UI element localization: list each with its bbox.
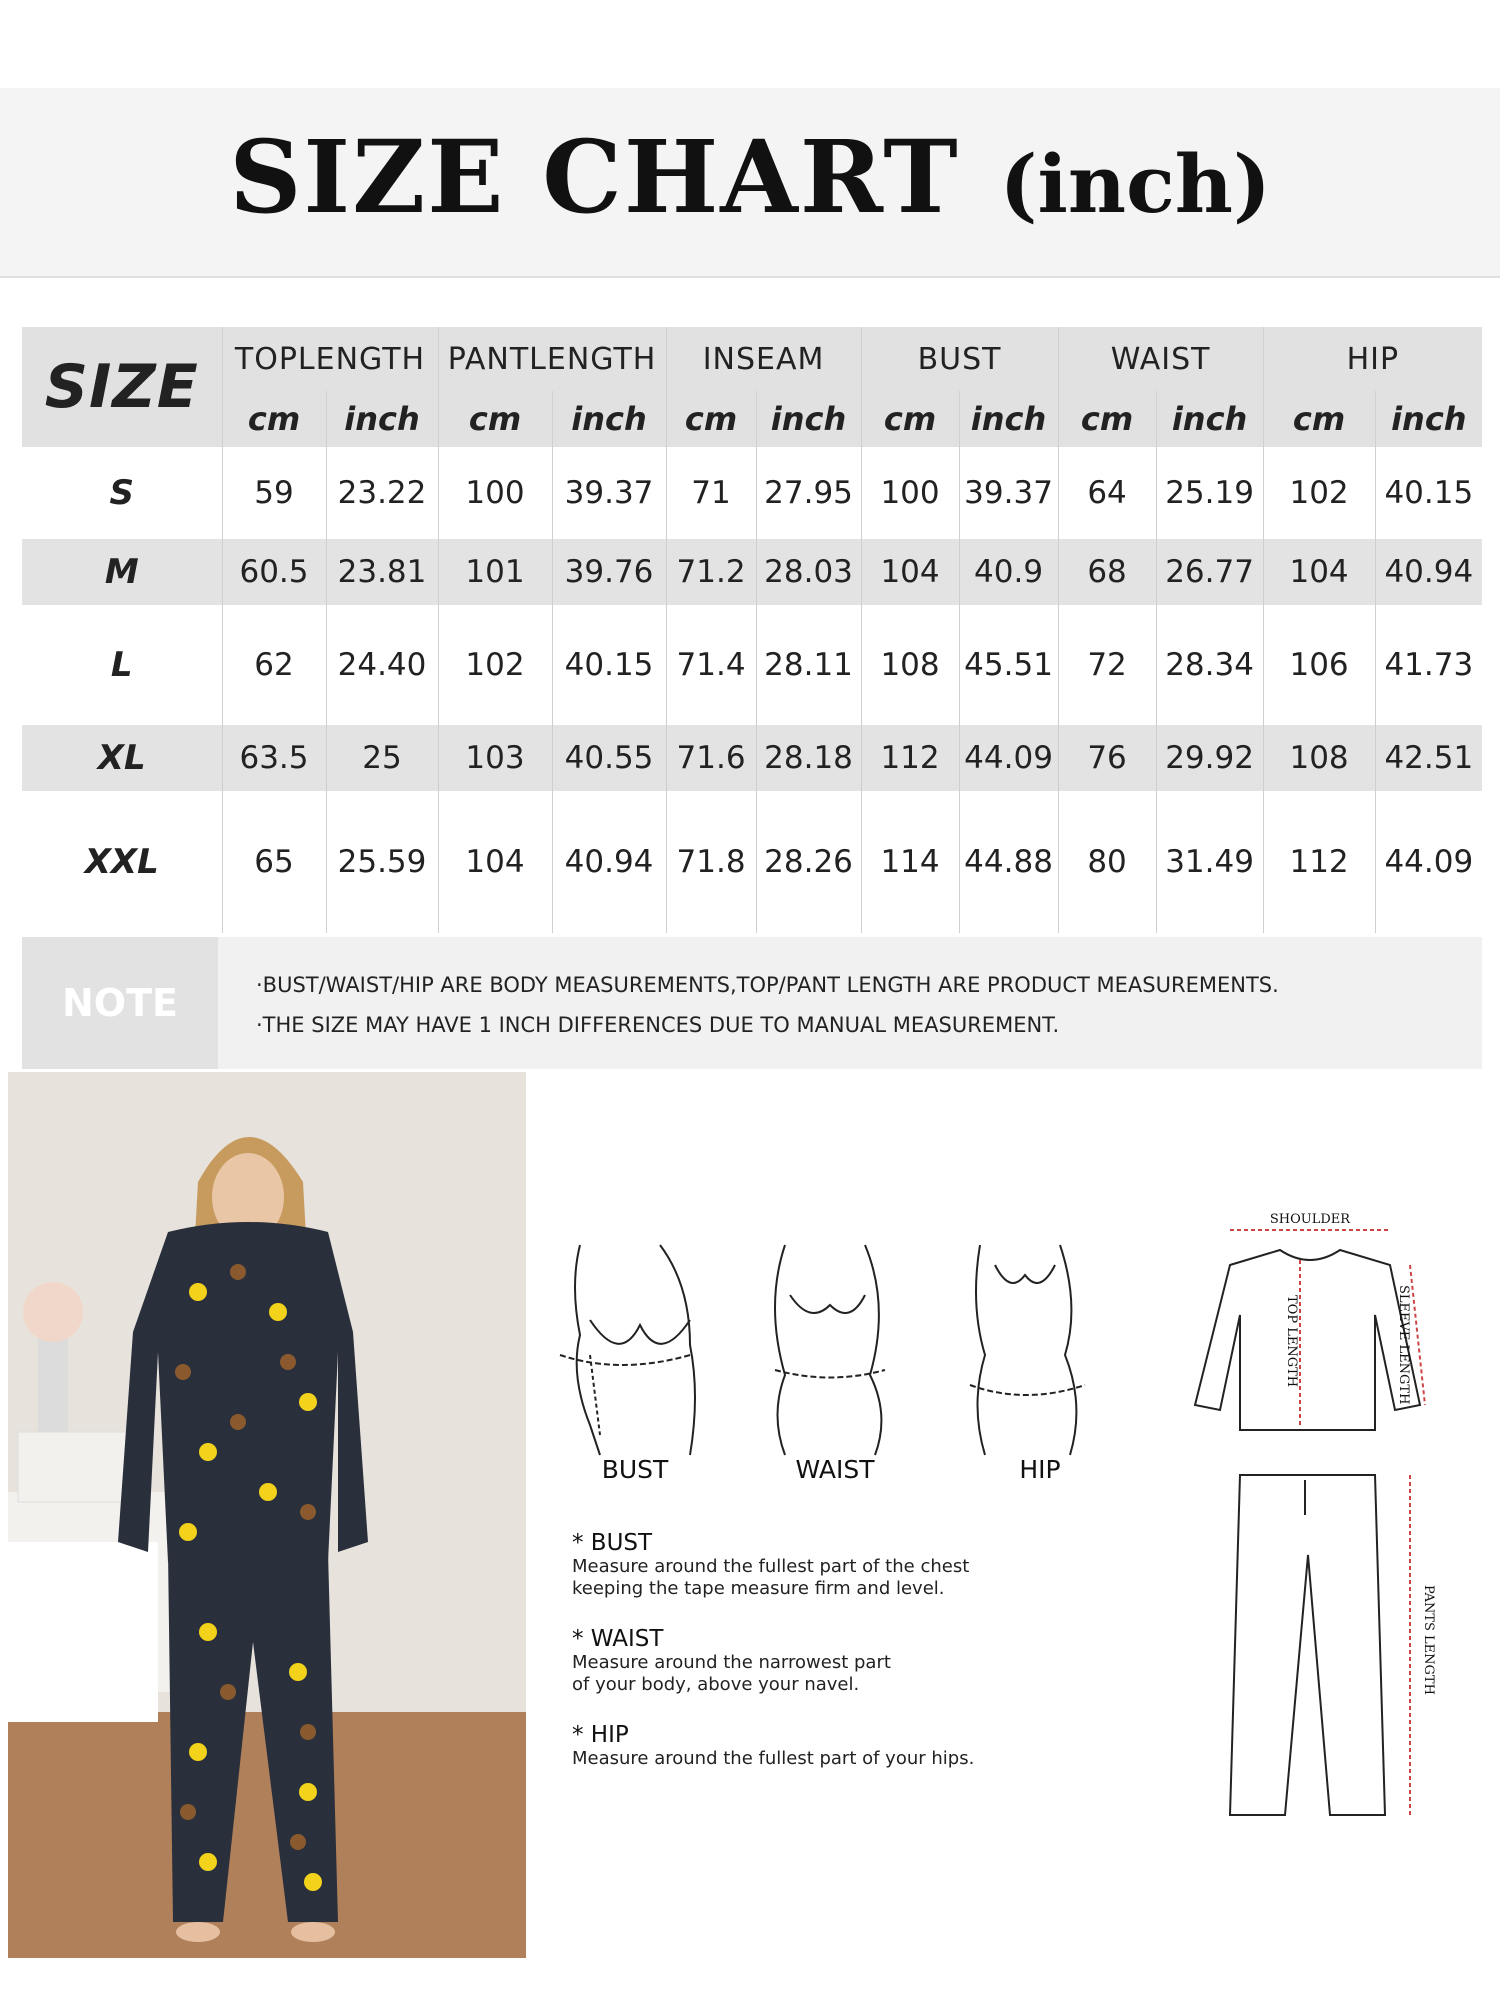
- table-row: [22, 447, 1482, 539]
- unit-cm: cm: [666, 391, 756, 447]
- measure-bust-line1: Measure around the fullest part of the chest: [572, 1556, 970, 1577]
- note-box: [22, 937, 1482, 1069]
- measure-bust: [572, 1530, 974, 1600]
- measurement-guide: [572, 1530, 974, 1796]
- table-cell: 29.92: [1156, 725, 1263, 791]
- table-cell: 62: [222, 605, 326, 725]
- measure-waist-line2: of your body, above your navel.: [572, 1674, 860, 1695]
- table-row: [22, 725, 1482, 791]
- unit-inch: inch: [1156, 391, 1263, 447]
- table-cell: 28.18: [756, 725, 861, 791]
- measure-bust-title: * BUST: [572, 1530, 653, 1556]
- table-cell: 60.5: [222, 539, 326, 605]
- size-table: [22, 327, 1482, 933]
- table-cell: 28.34: [1156, 605, 1263, 725]
- table-cell: 27.95: [756, 447, 861, 539]
- table-cell: 76: [1058, 725, 1156, 791]
- measure-hip-line1: Measure around the fullest part of your hips.: [572, 1748, 975, 1769]
- waist-label: WAIST: [795, 1455, 875, 1484]
- table-cell: 68: [1058, 539, 1156, 605]
- table-cell: 23.81: [326, 539, 438, 605]
- size-label: M: [22, 539, 222, 605]
- table-cell: 64: [1058, 447, 1156, 539]
- table-cell: 102: [438, 605, 552, 725]
- col-group-hip: HIP: [1263, 327, 1482, 391]
- col-group-pantlength: PANTLENGTH: [438, 327, 666, 391]
- note-line-1: ·BUST/WAIST/HIP ARE BODY MEASUREMENTS,TOP/PANT LENGTH ARE PRODUCT MEASUREMENTS.: [256, 973, 1279, 997]
- table-cell: 104: [861, 539, 959, 605]
- table-cell: 42.51: [1375, 725, 1482, 791]
- table-cell: 71.2: [666, 539, 756, 605]
- table-cell: 104: [1263, 539, 1375, 605]
- table-cell: 44.09: [959, 725, 1058, 791]
- hip-label: HIP: [1019, 1455, 1061, 1484]
- table-cell: 59: [222, 447, 326, 539]
- unit-inch: inch: [326, 391, 438, 447]
- size-header: SIZE: [22, 327, 222, 447]
- measure-bust-line2: keeping the tape measure firm and level.: [572, 1578, 945, 1599]
- table-cell: 28.26: [756, 791, 861, 933]
- unit-inch: inch: [552, 391, 666, 447]
- unit-inch: inch: [756, 391, 861, 447]
- table-cell: 71.6: [666, 725, 756, 791]
- col-group-bust: BUST: [861, 327, 1058, 391]
- table-cell: 26.77: [1156, 539, 1263, 605]
- table-cell: 71.4: [666, 605, 756, 725]
- table-cell: 45.51: [959, 605, 1058, 725]
- table-cell: 63.5: [222, 725, 326, 791]
- table-cell: 25.59: [326, 791, 438, 933]
- unit-cm: cm: [1058, 391, 1156, 447]
- measure-waist-line1: Measure around the narrowest part: [572, 1652, 891, 1673]
- table-cell: 100: [438, 447, 552, 539]
- unit-inch: inch: [959, 391, 1058, 447]
- title-unit: (inch): [999, 137, 1271, 231]
- header-row-units: [22, 391, 1482, 447]
- unit-inch: inch: [1375, 391, 1482, 447]
- sleeve-length-label: SLEEVE LENGTH: [1396, 1285, 1411, 1405]
- table-cell: 71.8: [666, 791, 756, 933]
- table-cell: 80: [1058, 791, 1156, 933]
- size-label: XXL: [22, 791, 222, 933]
- table-cell: 114: [861, 791, 959, 933]
- table-cell: 108: [1263, 725, 1375, 791]
- table-cell: 71: [666, 447, 756, 539]
- table-cell: 40.94: [552, 791, 666, 933]
- table-row: [22, 539, 1482, 605]
- table-cell: 41.73: [1375, 605, 1482, 725]
- table-cell: 25.19: [1156, 447, 1263, 539]
- table-cell: 40.9: [959, 539, 1058, 605]
- table-cell: 44.88: [959, 791, 1058, 933]
- pants-length-label: PANTS LENGTH: [1421, 1585, 1436, 1695]
- table-row: [22, 605, 1482, 725]
- table-cell: 101: [438, 539, 552, 605]
- table-cell: 23.22: [326, 447, 438, 539]
- measure-waist-title: * WAIST: [572, 1626, 664, 1652]
- table-cell: 106: [1263, 605, 1375, 725]
- measure-hip: [572, 1722, 974, 1770]
- unit-cm: cm: [861, 391, 959, 447]
- model-illustration: [8, 1072, 526, 1958]
- table-cell: 25: [326, 725, 438, 791]
- table-cell: 44.09: [1375, 791, 1482, 933]
- table-cell: 104: [438, 791, 552, 933]
- table-cell: 40.15: [552, 605, 666, 725]
- col-group-waist: WAIST: [1058, 327, 1263, 391]
- table-cell: 65: [222, 791, 326, 933]
- table-row: [22, 791, 1482, 933]
- note-label: NOTE: [22, 937, 218, 1069]
- table-cell: 24.40: [326, 605, 438, 725]
- table-cell: 103: [438, 725, 552, 791]
- note-line-2: ·THE SIZE MAY HAVE 1 INCH DIFFERENCES DUE TO MANUAL MEASUREMENT.: [256, 1013, 1060, 1037]
- model-photo: [8, 1072, 526, 1958]
- table-cell: 40.15: [1375, 447, 1482, 539]
- unit-cm: cm: [438, 391, 552, 447]
- unit-cm: cm: [222, 391, 326, 447]
- shoulder-label: SHOULDER: [1269, 1212, 1351, 1227]
- table-cell: 28.03: [756, 539, 861, 605]
- title-main: SIZE CHART: [229, 118, 960, 236]
- table-cell: 102: [1263, 447, 1375, 539]
- table-cell: 72: [1058, 605, 1156, 725]
- table-cell: 39.76: [552, 539, 666, 605]
- measure-hip-title: * HIP: [572, 1722, 629, 1748]
- table-cell: 31.49: [1156, 791, 1263, 933]
- size-label: XL: [22, 725, 222, 791]
- table-cell: 28.11: [756, 605, 861, 725]
- size-label: L: [22, 605, 222, 725]
- unit-cm: cm: [1263, 391, 1375, 447]
- col-group-toplength: TOPLENGTH: [222, 327, 438, 391]
- table-cell: 40.94: [1375, 539, 1482, 605]
- table-cell: 112: [1263, 791, 1375, 933]
- table-cell: 39.37: [959, 447, 1058, 539]
- header-row-groups: [22, 327, 1482, 391]
- table-cell: 112: [861, 725, 959, 791]
- table-cell: 39.37: [552, 447, 666, 539]
- top-length-label: TOP LENGTH: [1284, 1295, 1299, 1388]
- table-cell: 108: [861, 605, 959, 725]
- table-cell: 40.55: [552, 725, 666, 791]
- size-label: S: [22, 447, 222, 539]
- col-group-inseam: INSEAM: [666, 327, 861, 391]
- table-cell: 100: [861, 447, 959, 539]
- measure-waist: [572, 1626, 974, 1696]
- page-title: [0, 118, 1500, 236]
- bust-label: BUST: [601, 1455, 669, 1484]
